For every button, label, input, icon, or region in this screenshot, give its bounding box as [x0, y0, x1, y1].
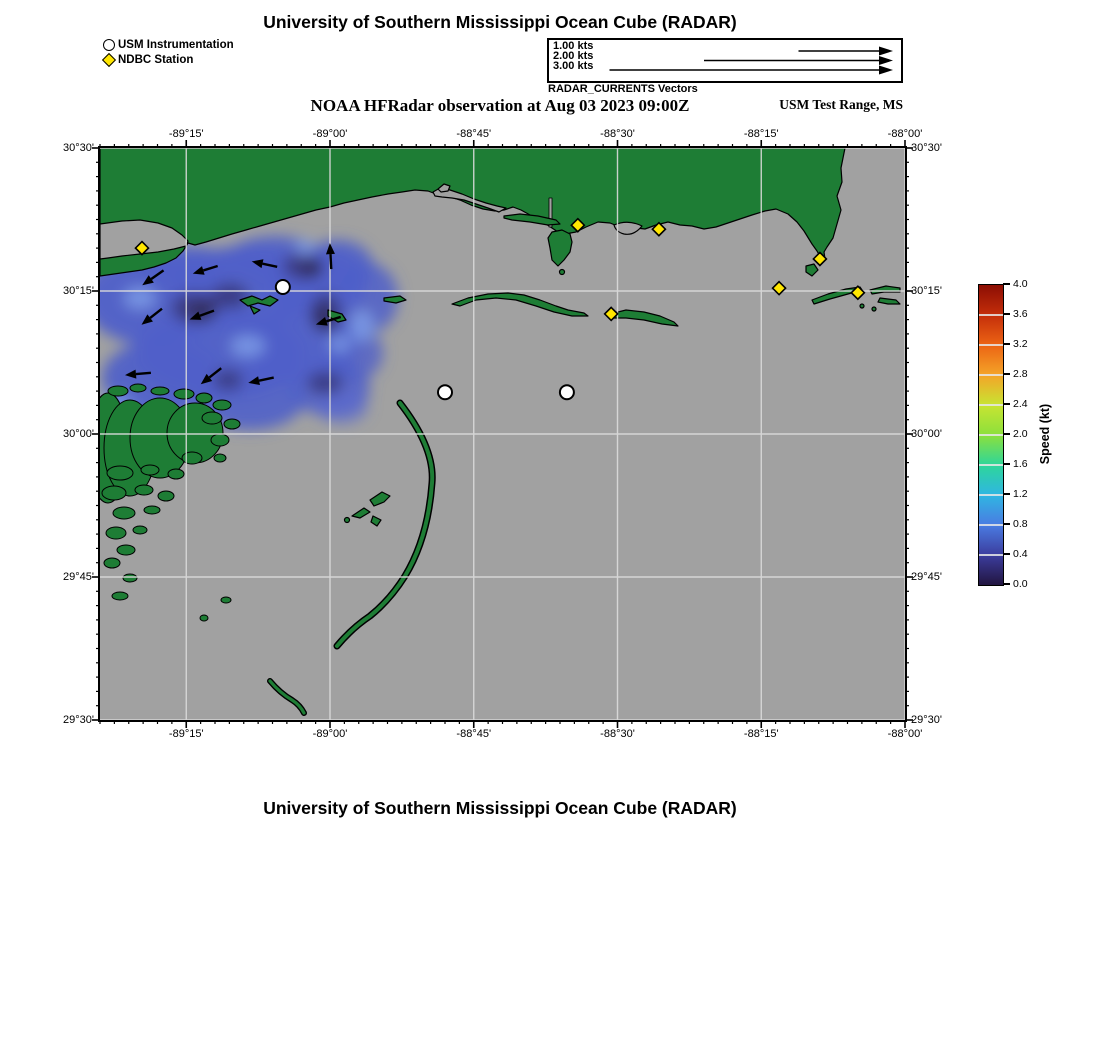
usm-station-marker: [560, 385, 574, 399]
colorbar-gridline: [979, 434, 1003, 436]
colorbar-tick-label: 1.2: [1013, 488, 1028, 500]
colorbar-tick-label: 2.0: [1013, 428, 1028, 440]
map-canvas: [100, 148, 905, 720]
map-legend: [103, 37, 234, 67]
scale-arrow-head: [879, 56, 893, 65]
colorbar-tick: [1003, 343, 1010, 345]
colorbar-tick: [1003, 283, 1010, 285]
legend-row-usm: [103, 37, 234, 52]
lon-tick-label-bottom: -89°00': [312, 728, 348, 740]
scale-arrow-head: [879, 47, 893, 56]
vector-caption: RADAR_CURRENTS Vectors: [548, 83, 698, 95]
vector-scale-label-3: 3.00 kts: [553, 59, 594, 72]
colorbar-gridline: [979, 314, 1003, 316]
colorbar-gridline: [979, 554, 1003, 556]
colorbar-tick-label: 4.0: [1013, 278, 1028, 290]
lon-tick-label-bottom: -89°15': [168, 728, 204, 740]
islet: [560, 270, 565, 275]
footer-title: University of Southern Mississippi Ocean Cube (RADAR): [263, 798, 737, 818]
legend-ndbc-label: NDBC Station: [118, 53, 194, 66]
colorbar-gridline: [979, 404, 1003, 406]
usm-station-marker: [276, 280, 290, 294]
islet: [860, 304, 864, 308]
scale-arrow-head: [879, 66, 893, 75]
colorbar-tick: [1003, 493, 1010, 495]
usm-circle-icon: [103, 39, 115, 51]
usm-station-marker: [438, 385, 452, 399]
lat-tick-label-left: 29°45': [63, 571, 94, 583]
lat-tick-label-right: 29°30': [911, 714, 942, 726]
lon-tick-label-bottom: -88°00': [887, 728, 923, 740]
colorbar-title: Speed (kt): [1038, 403, 1052, 465]
lon-tick-label-bottom: -88°30': [600, 728, 635, 740]
lat-tick-label-left: 30°00': [63, 428, 94, 440]
vector-scale-arrows: [549, 40, 897, 77]
colorbar-tick: [1003, 313, 1010, 315]
ndbc-diamond-icon: [102, 52, 116, 66]
colorbar-tick: [1003, 403, 1010, 405]
lat-tick-label-left: 29°30': [63, 714, 94, 726]
legend-row-ndbc: [103, 52, 234, 67]
colorbar-gridline: [979, 494, 1003, 496]
colorbar-tick-label: 1.6: [1013, 458, 1028, 470]
colorbar-tick: [1003, 523, 1010, 525]
colorbar-tick: [1003, 433, 1010, 435]
lon-tick-label-top: -89°00': [312, 128, 348, 140]
colorbar-tick-label: 0.4: [1013, 548, 1028, 560]
region-label: USM Test Range, MS: [779, 97, 903, 112]
lon-tick-label-top: -89°15': [168, 128, 204, 140]
islet: [345, 518, 350, 523]
colorbar-tick: [1003, 463, 1010, 465]
islet: [872, 307, 876, 311]
lat-tick-label-right: 30°00': [911, 428, 942, 440]
colorbar-tick-label: 0.0: [1013, 578, 1028, 590]
colorbar-tick-label: 3.2: [1013, 338, 1028, 350]
colorbar-tick: [1003, 373, 1010, 375]
colorbar-tick: [1003, 583, 1010, 585]
lon-tick-label-top: -88°45': [456, 128, 492, 140]
current-vector-tail: [136, 373, 151, 374]
legend-usm-label: USM Instrumentation: [118, 38, 234, 51]
vector-scale-box: [547, 38, 903, 83]
lon-tick-label-bottom: -88°45': [456, 728, 492, 740]
lon-tick-label-top: -88°30': [600, 128, 635, 140]
lon-tick-label-top: -88°15': [743, 128, 779, 140]
lat-tick-label-left: 30°30': [63, 142, 94, 154]
lon-tick-label-top: -88°00': [887, 128, 923, 140]
colorbar: [978, 284, 1004, 586]
colorbar-tick-label: 2.8: [1013, 368, 1028, 380]
colorbar-tick-label: 3.6: [1013, 308, 1028, 320]
colorbar-gridline: [979, 524, 1003, 526]
lat-tick-label-right: 30°30': [911, 142, 942, 154]
observation-subtitle: NOAA HFRadar observation at Aug 03 2023 09:00Z: [310, 96, 690, 115]
lon-tick-label-bottom: -88°15': [743, 728, 779, 740]
colorbar-tick: [1003, 553, 1010, 555]
colorbar-gridline: [979, 344, 1003, 346]
colorbar-tick-label: 2.4: [1013, 398, 1028, 410]
current-vector-tail: [330, 254, 331, 269]
vector-scale-label-1: 1.00 kts: [553, 40, 594, 52]
lat-tick-label-right: 30°15': [911, 285, 942, 297]
page-title: University of Southern Mississippi Ocean Cube (RADAR): [263, 12, 737, 32]
colorbar-gridline: [979, 464, 1003, 466]
colorbar-gridline: [979, 374, 1003, 376]
vector-scale-label-2: 2.00 kts: [553, 49, 594, 62]
lat-tick-label-right: 29°45': [911, 571, 942, 583]
lat-tick-label-left: 30°15': [63, 285, 94, 297]
map-svg: [100, 148, 905, 720]
colorbar-tick-label: 0.8: [1013, 518, 1028, 530]
